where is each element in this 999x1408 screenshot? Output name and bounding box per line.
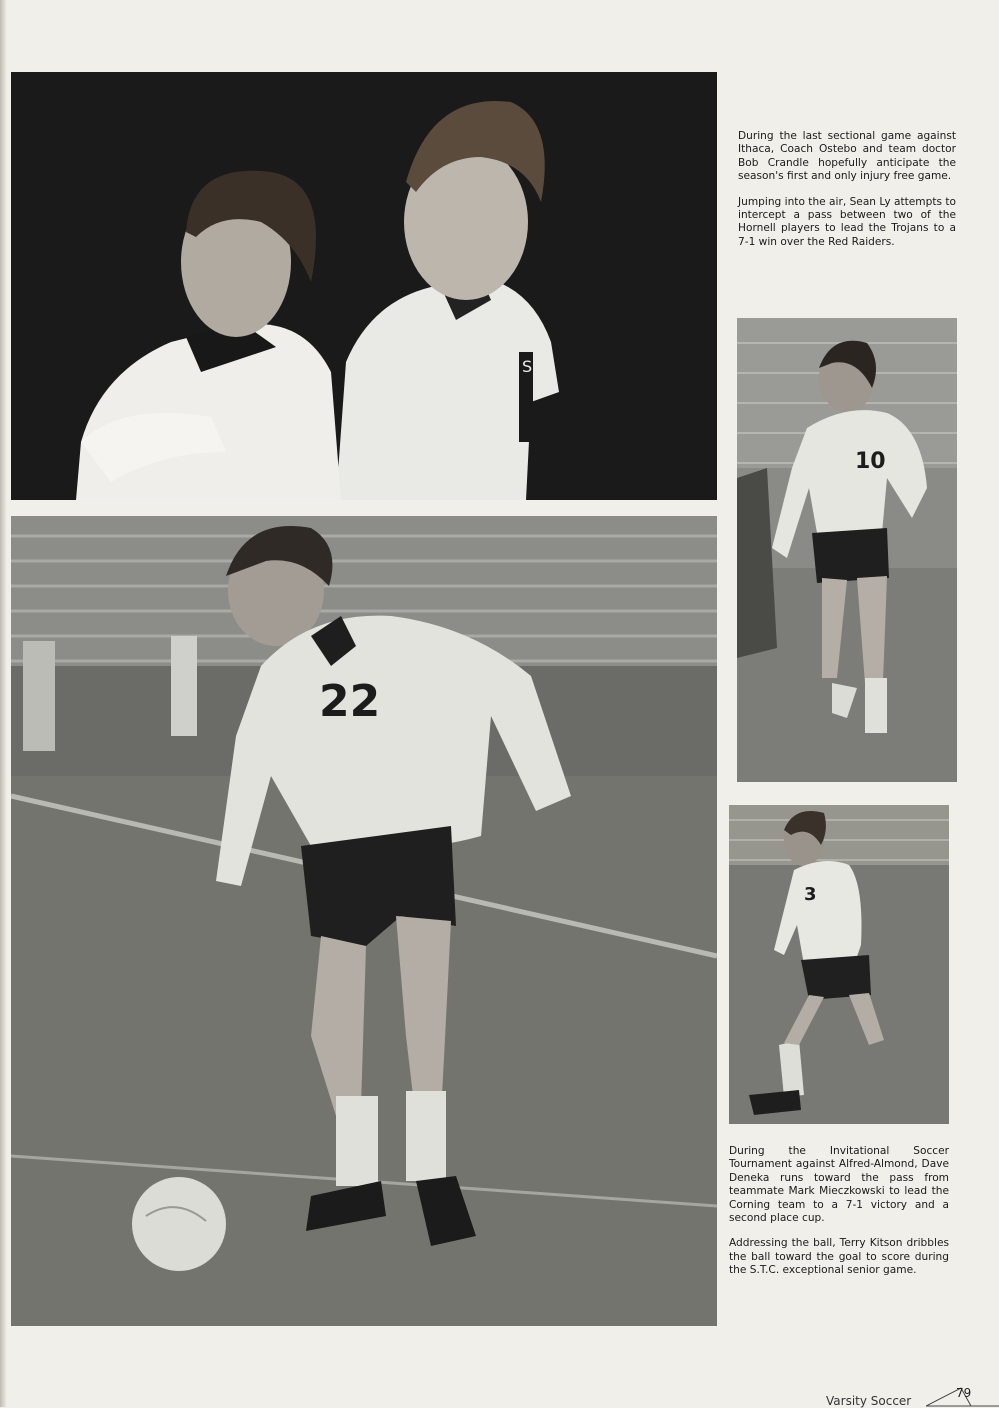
caption-terry-kitson: Addressing the ball, Terry Kitson dribbles the ball toward the goal to score during the S.T.C. exceptional senior game. [729,1237,949,1277]
folio-section-title: Varsity Soccer [826,1394,912,1408]
jersey-number-22: 22 [319,676,381,727]
caption-dave-deneka: During the Invitational Soccer Tournament against Alfred-Almond, Dave Deneka runs toward the pass from teammate Mark Mieczkowski to lead the Corning team to a 7-1 victory and a second place cup. [729,1145,949,1225]
photo-player-22 [11,516,717,1326]
caption-coaches: During the last sectional game against Ithaca, Coach Ostebo and team doctor Bob Crandle hopefully anticipate the season's first and only injury free game. [738,130,956,183]
page-number: 79 [956,1386,972,1400]
jersey-number-3: 3 [804,884,817,905]
photo-player-3 [729,805,949,1124]
page-binding-shadow [0,0,7,1407]
jacket-lettering: S [522,357,533,376]
caption-sean-ly: Jumping into the air, Sean Ly attempts to intercept a pass between two of the Hornell players to lead the Trojans to a 7-1 win over the Red Raiders. [738,195,956,248]
jersey-number-10: 10 [855,449,886,474]
photo-player-10 [737,318,957,782]
caption-block-top [738,130,956,261]
page-folio [826,1386,999,1407]
caption-block-bottom [729,1145,949,1290]
photo-coaches [11,72,717,500]
